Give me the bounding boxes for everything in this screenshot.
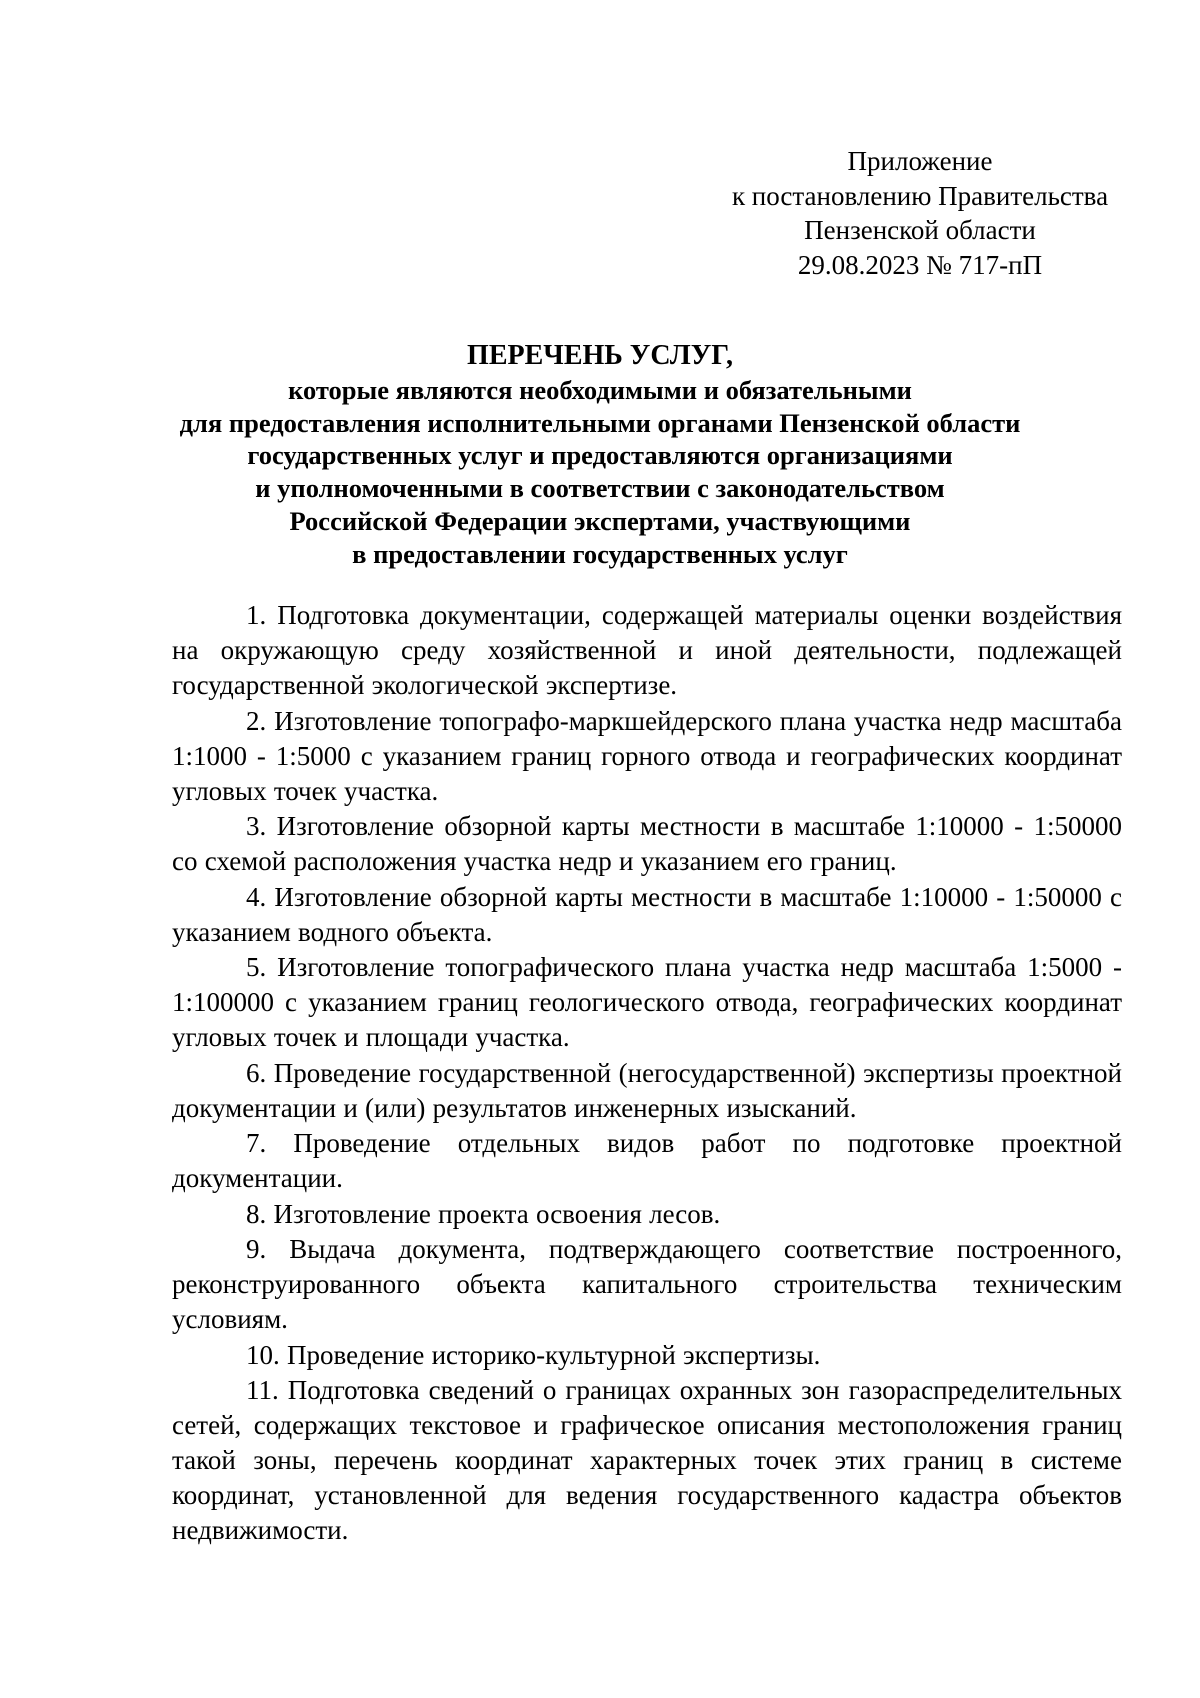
list-item: 2. Изготовление топографо-маркшейдерского плана участка недр масштаба 1:1000 - 1:5000 с указанием границ горного отвода и географических координат угловых точек участка. [172, 705, 1122, 806]
heading-line: и уполномоченными в соответствии с законодательством [255, 473, 945, 504]
appendix-block [710, 144, 1130, 282]
services-list [172, 598, 1122, 1549]
appendix-date-number: 29.08.2023 № 717-пП [797, 249, 1043, 280]
list-item: 4. Изготовление обзорной карты местности в масштабе 1:10000 - 1:50000 с указанием водного объекта. [172, 881, 1122, 947]
appendix-region: Пензенской области [804, 215, 1036, 245]
list-item: 8. Изготовление проекта освоения лесов. [246, 1198, 721, 1229]
appendix-resolution-ref: к постановлению Правительства [731, 180, 1109, 211]
document-title: ПЕРЕЧЕНЬ УСЛУГ, [467, 340, 733, 371]
heading-line: которые являются необходимыми и обязательными [288, 375, 912, 405]
list-item: 1. Подготовка документации, содержащей материалы оценки воздействия на окружающую среду хозяйственной и иной деятельности, подлежащей государственной экологической экспертизе. [172, 600, 1122, 700]
list-item: 6. Проведение государственной (негосударственной) экспертизы проектной документации и (или) результатов инженерных изысканий. [172, 1057, 1122, 1123]
appendix-label: Приложение [847, 146, 993, 176]
list-item: 10. Проведение историко-культурной экспертизы. [246, 1339, 821, 1370]
list-item: 5. Изготовление топографического плана участка недр масштаба 1:5000 - 1:100000 с указанием границ геологического отвода, географических координат угловых точек и площади участка. [172, 952, 1122, 1052]
list-item: 7. Проведение отдельных видов работ по подготовке проектной документации. [172, 1128, 1122, 1193]
heading-line: государственных услуг и предоставляются организациями [247, 440, 953, 471]
list-item: 3. Изготовление обзорной карты местности в масштабе 1:10000 - 1:50000 со схемой расположения участка недр и указанием его границ. [172, 811, 1122, 876]
document-heading [100, 338, 1100, 570]
heading-line: в предоставлении государственных услуг [352, 538, 848, 569]
heading-line: для предоставления исполнительными органами Пензенской области [179, 407, 1021, 438]
heading-line: Российской Федерации экспертами, участвующими [289, 505, 911, 536]
list-item: 11. Подготовка сведений о границах охранных зон газораспределительных сетей, содержащих текстовое и графическое описания местоположения границ такой зоны, перечень координат характерных точек этих границ в системе координат, установленной для ведения государственного кадастра объектов недвижимости. [172, 1375, 1122, 1545]
list-item: 9. Выдача документа, подтверждающего соответствие построенного, реконструированного объекта капитального строительства техническим условиям. [172, 1234, 1122, 1334]
